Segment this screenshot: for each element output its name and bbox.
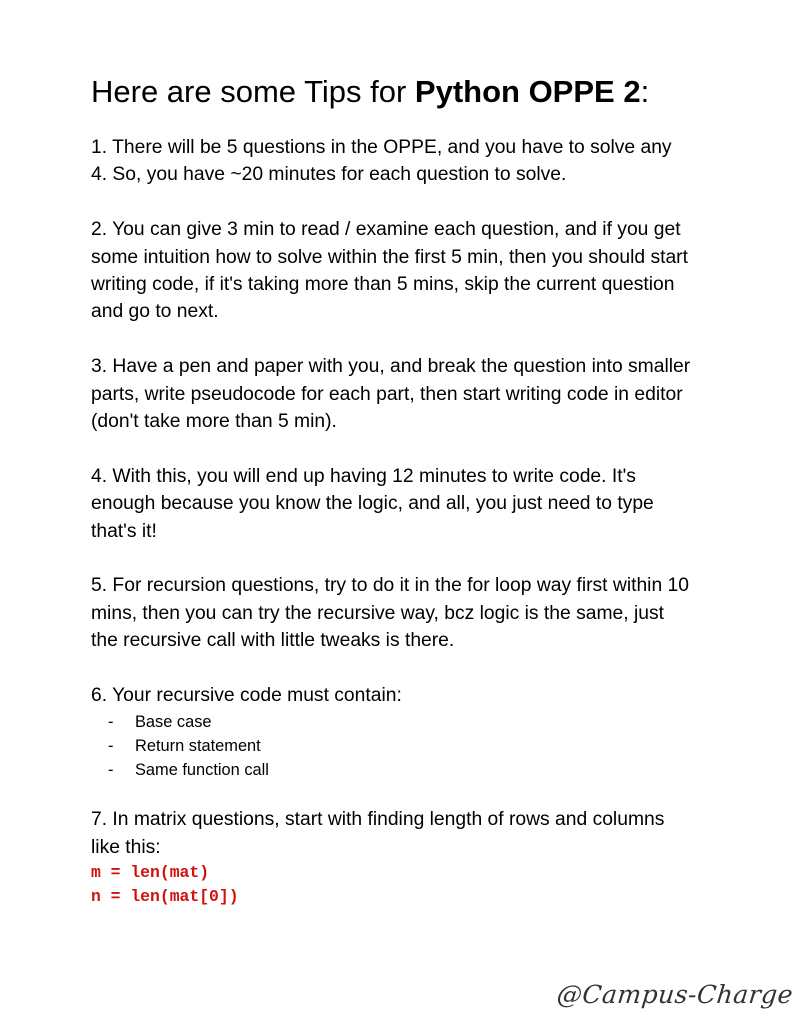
recursive-requirements-list bbox=[108, 710, 691, 782]
list-item bbox=[108, 734, 691, 758]
list-bullet: - bbox=[108, 713, 114, 732]
page-title bbox=[91, 72, 691, 112]
tip-3: 3. Have a pen and paper with you, and break the question into smaller parts, write pseudocode for each part, then start writing code in editor (don't take more than 5 min). bbox=[91, 356, 691, 433]
list-bullet: - bbox=[108, 761, 114, 780]
title-suffix: : bbox=[640, 74, 650, 109]
tip-6-block bbox=[91, 682, 691, 782]
list-item-text: Base case bbox=[135, 713, 212, 732]
tip-6: 6. Your recursive code must contain: bbox=[91, 685, 402, 707]
list-item-text: Return statement bbox=[135, 737, 261, 756]
code-line: n = len(mat[0]) bbox=[91, 887, 239, 907]
list-bullet: - bbox=[108, 737, 114, 756]
tip-7: 7. In matrix questions, start with finding length of rows and columns like this: bbox=[91, 809, 665, 858]
tip-4: 4. With this, you will end up having 12 minutes to write code. It's enough because you know the logic, and all, you just need to type that's it! bbox=[91, 465, 654, 542]
tip-1: 1. There will be 5 questions in the OPPE, and you have to solve any 4. So, you have ~20 minutes for each question to solve. bbox=[91, 137, 672, 186]
tip-5: 5. For recursion questions, try to do it in the for loop way first within 10 mins, then you can try the recursive way, bcz logic is the same, just the recursive call with little tweaks is there. bbox=[91, 575, 689, 652]
list-item bbox=[108, 758, 691, 782]
code-line: m = len(mat) bbox=[91, 863, 210, 883]
document-page bbox=[91, 72, 691, 909]
title-prefix: Here are some Tips for bbox=[91, 74, 415, 109]
list-item-text: Same function call bbox=[135, 761, 269, 780]
watermark: @Campus-Charge bbox=[555, 980, 795, 1009]
list-item bbox=[108, 710, 691, 734]
tip-7-block bbox=[91, 806, 691, 909]
tip-2: 2. You can give 3 min to read / examine each question, and if you get some intuition how to solve within the first 5 min, then you should start writing code, if it's taking more than 5 mins, skip the current question and go to next. bbox=[91, 219, 688, 323]
title-bold: Python OPPE 2 bbox=[414, 74, 641, 109]
